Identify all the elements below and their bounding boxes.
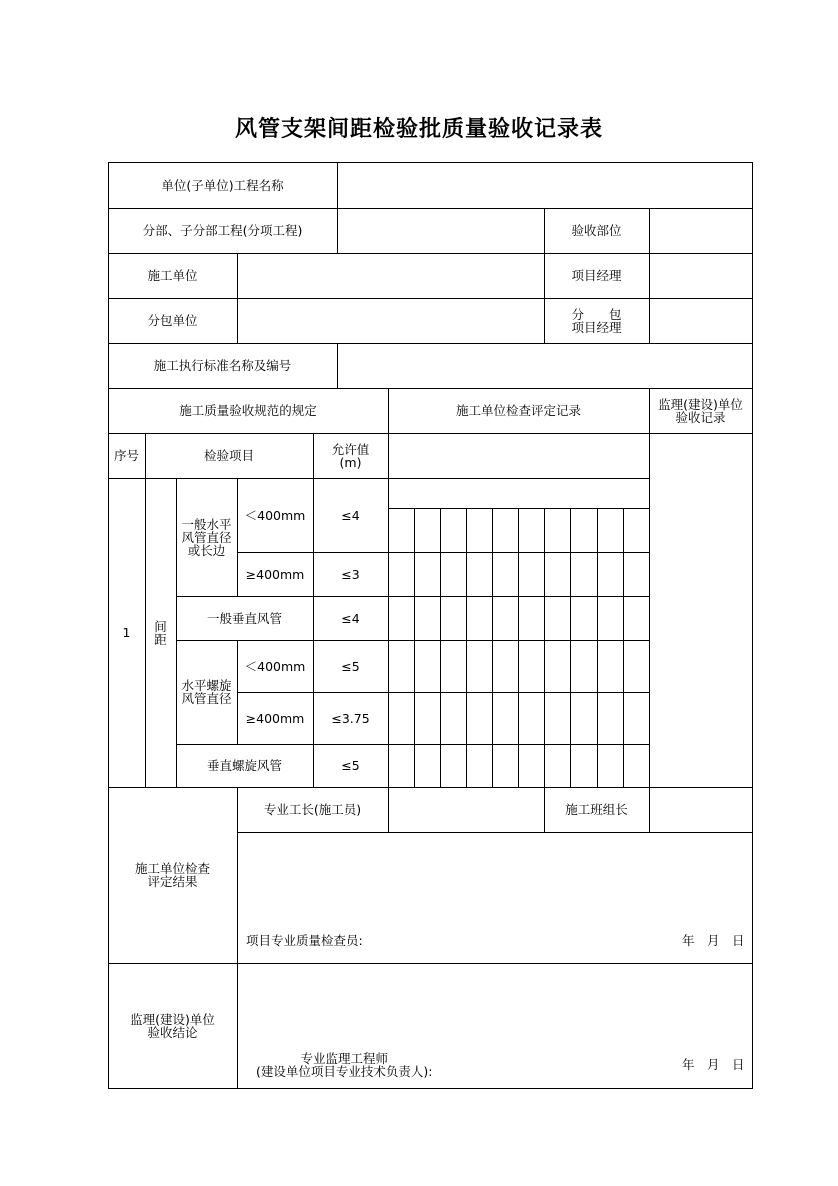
foreman-label: 专业工长(施工员) xyxy=(237,787,389,833)
check-cell[interactable] xyxy=(597,508,624,553)
sub-project-manager-label: 分 包 项目经理 xyxy=(544,298,650,344)
check-cell[interactable] xyxy=(466,640,493,693)
vertical-spiral-label: 垂直螺旋风管 xyxy=(176,744,314,788)
engineer-label: 专业监理工程师 (建设单位项目专业技术负责人): xyxy=(256,1051,433,1079)
team-leader-label: 施工班组长 xyxy=(544,787,650,833)
check-cell[interactable] xyxy=(388,640,415,693)
lt400-a-label: ＜400mm xyxy=(237,478,314,553)
subcontractor-label: 分包单位 xyxy=(108,298,238,344)
check-cell[interactable] xyxy=(597,692,624,745)
check-cell[interactable] xyxy=(466,508,493,553)
team-leader-field[interactable] xyxy=(649,787,753,833)
vertical-general-value: ≤4 xyxy=(313,596,389,641)
check-cell[interactable] xyxy=(544,744,571,788)
check-cell[interactable] xyxy=(597,596,624,641)
project-manager-label: 项目经理 xyxy=(544,253,650,299)
check-cell[interactable] xyxy=(623,744,650,788)
inspector-label: 项目专业质量检查员: xyxy=(246,933,363,948)
check-cell[interactable] xyxy=(440,744,467,788)
check-cell[interactable] xyxy=(414,508,441,553)
check-cell[interactable] xyxy=(440,640,467,693)
spec-label: 施工质量验收规范的规定 xyxy=(108,388,389,434)
check-cell[interactable] xyxy=(414,552,441,597)
check-cell[interactable] xyxy=(440,552,467,597)
check-cell[interactable] xyxy=(570,640,598,693)
check-cell[interactable] xyxy=(492,508,519,553)
check-cell[interactable] xyxy=(623,508,650,553)
record-subheader-blank xyxy=(388,478,650,509)
check-cell[interactable] xyxy=(544,508,571,553)
ge400-b-value: ≤3.75 xyxy=(313,692,389,745)
check-cell[interactable] xyxy=(570,508,598,553)
check-cell[interactable] xyxy=(623,640,650,693)
check-cell[interactable] xyxy=(623,692,650,745)
subcontractor-field[interactable] xyxy=(237,298,545,344)
check-cell[interactable] xyxy=(597,744,624,788)
check-cell[interactable] xyxy=(466,692,493,745)
check-cell[interactable] xyxy=(492,744,519,788)
check-cell[interactable] xyxy=(570,596,598,641)
contractor-result-label: 施工单位检查 评定结果 xyxy=(108,787,238,964)
check-cell[interactable] xyxy=(570,552,598,597)
construction-unit-field[interactable] xyxy=(237,253,545,299)
lt400-a-value: ≤4 xyxy=(313,478,389,553)
check-cell[interactable] xyxy=(623,596,650,641)
check-cell[interactable] xyxy=(623,552,650,597)
check-cell[interactable] xyxy=(388,744,415,788)
seq-1: 1 xyxy=(108,478,146,788)
contractor-record-label: 施工单位检查评定记录 xyxy=(388,388,650,434)
check-cell[interactable] xyxy=(492,692,519,745)
record-header-blank xyxy=(388,433,650,479)
check-cell[interactable] xyxy=(492,596,519,641)
check-cell[interactable] xyxy=(414,692,441,745)
check-cell[interactable] xyxy=(544,596,571,641)
check-cell[interactable] xyxy=(518,640,545,693)
check-cell[interactable] xyxy=(414,640,441,693)
construction-unit-label: 施工单位 xyxy=(108,253,238,299)
foreman-field[interactable] xyxy=(388,787,545,833)
check-cell[interactable] xyxy=(414,596,441,641)
check-cell[interactable] xyxy=(388,508,415,553)
check-cell[interactable] xyxy=(518,552,545,597)
check-cell[interactable] xyxy=(518,596,545,641)
check-cell[interactable] xyxy=(440,692,467,745)
supervisor-conclusion-label: 监理(建设)单位 验收结论 xyxy=(108,963,238,1089)
vertical-general-label: 一般垂直风管 xyxy=(176,596,314,641)
ge400-a-label: ≥400mm xyxy=(237,552,314,597)
sub-project-field[interactable] xyxy=(337,208,545,254)
check-cell[interactable] xyxy=(518,508,545,553)
standard-label: 施工执行标准名称及编号 xyxy=(108,343,338,389)
horizontal-general-label: 一般水平 风管直径 或长边 xyxy=(176,478,238,597)
seq-header: 序号 xyxy=(108,433,146,479)
check-cell[interactable] xyxy=(440,508,467,553)
check-cell[interactable] xyxy=(518,744,545,788)
date-2: 年 月 日 xyxy=(682,1057,745,1072)
ge400-b-label: ≥400mm xyxy=(237,692,314,745)
check-cell[interactable] xyxy=(570,744,598,788)
check-cell[interactable] xyxy=(388,692,415,745)
sub-project-manager-field[interactable] xyxy=(649,298,753,344)
check-cell[interactable] xyxy=(544,692,571,745)
acceptance-part-field[interactable] xyxy=(649,208,753,254)
ge400-a-value: ≤3 xyxy=(313,552,389,597)
project-name-label: 单位(子单位)工程名称 xyxy=(108,162,338,209)
acceptance-part-label: 验收部位 xyxy=(544,208,650,254)
check-cell[interactable] xyxy=(466,596,493,641)
project-name-field[interactable] xyxy=(337,162,753,209)
lt400-b-label: ＜400mm xyxy=(237,640,314,693)
check-cell[interactable] xyxy=(518,692,545,745)
date-1: 年 月 日 xyxy=(682,933,745,948)
vertical-spiral-value: ≤5 xyxy=(313,744,389,788)
check-cell[interactable] xyxy=(414,744,441,788)
group-spacing: 间 距 xyxy=(145,478,177,788)
check-cell[interactable] xyxy=(492,552,519,597)
check-cell[interactable] xyxy=(388,596,415,641)
supervisor-record-label: 监理(建设)单位 验收记录 xyxy=(649,388,753,434)
supervisor-record-field[interactable] xyxy=(649,433,753,788)
allowed-header: 允许值 (m) xyxy=(313,433,389,479)
check-cell[interactable] xyxy=(388,552,415,597)
project-manager-field[interactable] xyxy=(649,253,753,299)
check-cell[interactable] xyxy=(570,692,598,745)
check-cell[interactable] xyxy=(492,640,519,693)
horizontal-spiral-label: 水平螺旋 风管直径 xyxy=(176,640,238,745)
lt400-b-value: ≤5 xyxy=(313,640,389,693)
page-title: 风管支架间距检验批质量验收记录表 xyxy=(234,116,603,142)
check-cell[interactable] xyxy=(466,552,493,597)
standard-field[interactable] xyxy=(337,343,753,389)
check-cell[interactable] xyxy=(544,552,571,597)
check-cell[interactable] xyxy=(597,552,624,597)
check-cell[interactable] xyxy=(544,640,571,693)
check-cell[interactable] xyxy=(440,596,467,641)
check-cell[interactable] xyxy=(597,640,624,693)
check-cell[interactable] xyxy=(466,744,493,788)
item-header: 检验项目 xyxy=(145,433,314,479)
sub-project-label: 分部、子分部工程(分项工程) xyxy=(108,208,338,254)
